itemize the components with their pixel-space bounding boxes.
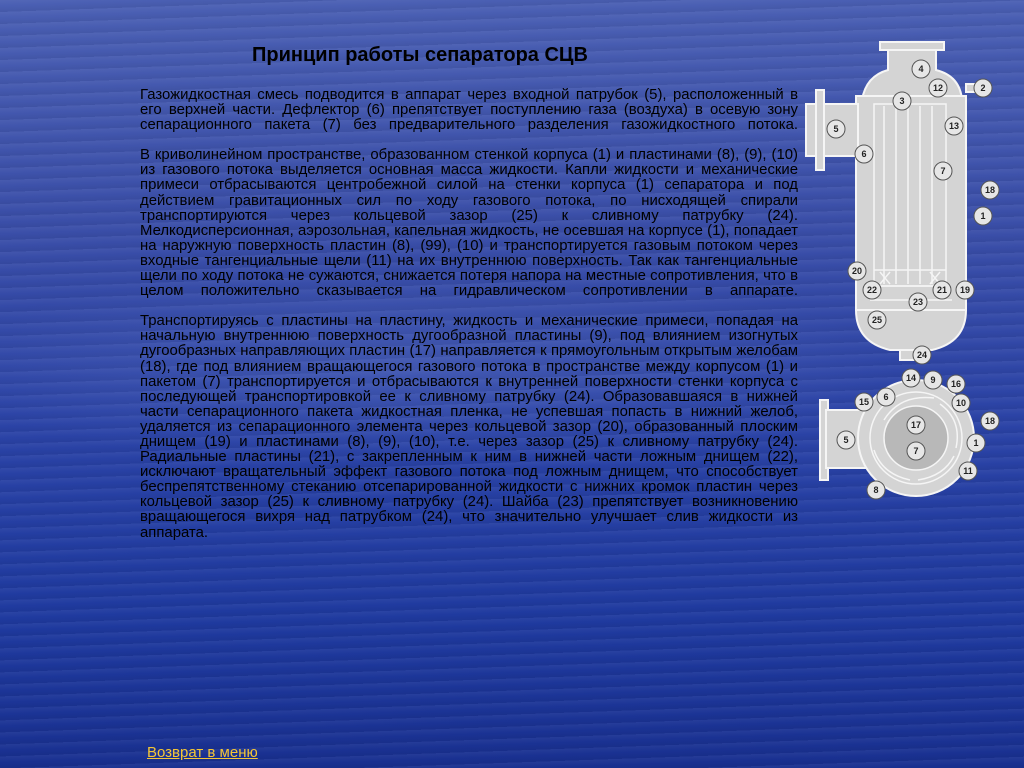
label-16: 16 <box>950 379 962 389</box>
label-5: 5 <box>833 124 839 134</box>
label-7-top: 7 <box>913 446 919 456</box>
back-to-menu-link[interactable]: Возврат в меню <box>147 744 258 761</box>
paragraph-separation: В криволинейном пространстве, образованном стенкой корпуса (1) и пластинами (8), (9), (10) из газового потока выделяется основная масса жидкости. Капли жидкости и механические примеси отбрасываются центробежной силой на стенки корпуса (1) сепаратора и под действием гравитационных сил по ходу газового потока, по нисходящей спирали транспортируются через кольцевой зазор (25) к сливному патрубку (24). Мелкодисперсионная, аэрозольная, капельная жидкость, не осевшая на корпусе (1), попадает на наружную поверхность пластин (8), (99), (10) и транспортируется газовым потоком через входные тангенциальные щели (11) на их внутреннюю поверхность. Так как тангенциальные щели по ходу потока не сужаются, снижается потеря напора на местные сопротивления, что в целом положительно сказывается на гидравлическом сопротивлении в аппарате. <box>140 147 798 300</box>
label-1: 1 <box>980 211 986 221</box>
body-text <box>140 88 798 718</box>
label-24: 24 <box>916 350 928 360</box>
label-8: 8 <box>873 485 879 495</box>
label-25: 25 <box>871 315 883 325</box>
label-22: 22 <box>866 285 878 295</box>
label-2: 2 <box>980 83 986 93</box>
label-20: 20 <box>851 266 863 276</box>
label-1-top: 1 <box>973 438 979 448</box>
label-6-top: 6 <box>883 392 889 402</box>
label-18: 18 <box>984 185 996 195</box>
paragraph-transport: Транспортируясь с пластины на пластину, жидкость и механические примеси, попадая на начальную внутреннюю поверхность дугообразной пластины (9), под влиянием изогнутых дугообразных направляющих пластин (17) направляется к прямоугольным открытым желобам (18), где под влиянием вращающегося газового потока в пространстве между корпусом (1) и пакетом (7) транспортируется и отбрасываются к внутренней поверхности стенки корпуса с последующей транспортировкой ее к сливному патрубку (24). Образовавшаяся в нижней части сепарационного пакета жидкостная пленка, не успевшая попасть в нижний желоб, удаляется из сепарационного элемента через кольцевой зазор (20), образованный плоским днищем (19) и пластинами (8), (9), (10), т.е. через зазор (25) к сливному патрубку (24). Радиальные пластины (21), с закрепленным к ним в нижней части ложным днищем (22), исключают вращательный эффект газового потока под ложным днищем, что способствует беспрепятственному стеканию отсепарированной жидкости с нижних кромок пластин через кольцевой зазор (25) к сливному патрубку (24). Шайба (23) препятствует возникновению вращающегося вихря над патрубком (24), что значительно улучшает слив жидкости из аппарата. <box>140 313 798 541</box>
label-6: 6 <box>861 149 867 159</box>
label-11: 11 <box>963 466 973 476</box>
separator-diagram <box>800 38 1010 508</box>
label-9: 9 <box>930 375 936 385</box>
label-15: 15 <box>858 397 870 407</box>
label-17: 17 <box>910 420 922 430</box>
label-5-top: 5 <box>843 435 849 445</box>
label-12: 12 <box>932 83 944 93</box>
label-23: 23 <box>912 297 924 307</box>
label-3: 3 <box>899 96 905 106</box>
side-view-drawing <box>806 42 984 360</box>
label-13: 13 <box>948 121 960 131</box>
paragraph-inlet: Газожидкостная смесь подводится в аппарат через входной патрубок (5), расположенный в его верхней части. Дефлектор (6) препятствует поступлению газа (воздуха) в осевую зону сепарационного пакета (7) без предварительного разделения газожидкостного потока. <box>140 88 798 134</box>
label-14: 14 <box>905 373 917 383</box>
label-7: 7 <box>940 166 946 176</box>
label-10: 10 <box>955 398 967 408</box>
label-18-top: 18 <box>984 416 996 426</box>
label-21: 21 <box>936 285 948 295</box>
label-4: 4 <box>918 64 924 74</box>
label-19: 19 <box>959 285 971 295</box>
slide-title: Принцип работы сепаратора СЦВ <box>252 44 588 66</box>
